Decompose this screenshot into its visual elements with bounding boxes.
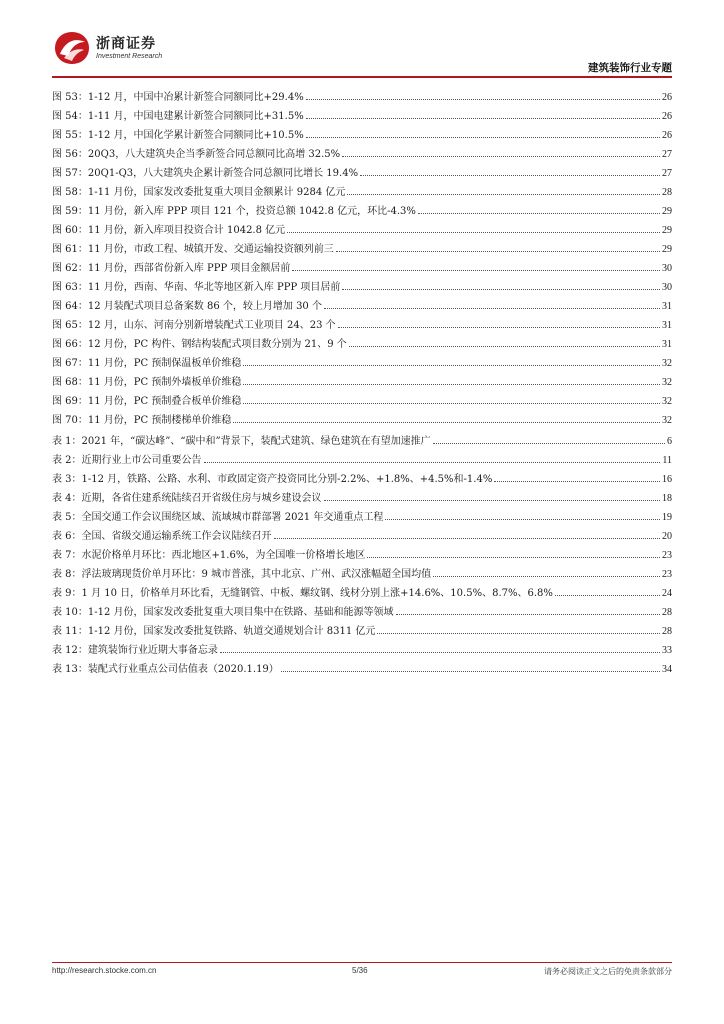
dot-leader bbox=[324, 500, 660, 501]
brand-name-en: Investment Research bbox=[96, 53, 163, 60]
toc-entry[interactable] bbox=[52, 335, 672, 354]
toc-entry-title: 图 68：11 月份，PC 预制外墙板单价维稳 bbox=[52, 377, 242, 388]
toc-entry-title: 图 57：20Q1-Q3，八大建筑央企累计新签合同总额同比增长 19.4% bbox=[52, 168, 359, 179]
dot-leader bbox=[385, 519, 660, 520]
header-divider bbox=[52, 76, 672, 78]
toc-entry-page: 26 bbox=[662, 92, 672, 103]
toc-entry[interactable] bbox=[52, 641, 672, 660]
toc-entry-page: 20 bbox=[662, 531, 672, 542]
toc-entry[interactable] bbox=[52, 527, 672, 546]
dot-leader bbox=[342, 156, 660, 157]
report-type: 建筑装饰行业专题 bbox=[588, 62, 672, 74]
toc-entry[interactable] bbox=[52, 354, 672, 373]
toc-entry-title: 图 63：11 月份，西南、华南、华北等地区新入库 PPP 项目居前 bbox=[52, 282, 341, 293]
toc-entry-page: 6 bbox=[667, 436, 672, 447]
dot-leader bbox=[494, 481, 660, 482]
dot-leader bbox=[347, 194, 660, 195]
dot-leader bbox=[243, 403, 660, 404]
toc-entry-title: 图 67：11 月份，PC 预制保温板单价维稳 bbox=[52, 358, 242, 369]
toc-entry-page: 19 bbox=[662, 512, 672, 523]
dot-leader bbox=[555, 595, 660, 596]
toc-entry[interactable] bbox=[52, 126, 672, 145]
toc-entry[interactable] bbox=[52, 164, 672, 183]
toc-entry[interactable] bbox=[52, 451, 672, 470]
toc-entry-page: 26 bbox=[662, 130, 672, 141]
toc-entry[interactable] bbox=[52, 603, 672, 622]
toc-entry-page: 23 bbox=[662, 550, 672, 561]
toc-entry-title: 表 12：建筑装饰行业近期大事备忘录 bbox=[52, 645, 218, 656]
dot-leader bbox=[306, 118, 660, 119]
toc-entry-title: 表 6：全国、省级交通运输系统工作会议陆续召开 bbox=[52, 531, 272, 542]
dot-leader bbox=[306, 137, 660, 138]
toc-entry[interactable] bbox=[52, 508, 672, 527]
toc-entry[interactable] bbox=[52, 392, 672, 411]
toc-entry-title: 图 65：12 月，山东、河南分别新增装配式工业项目 24、23 个 bbox=[52, 320, 336, 331]
toc-entry-page: 29 bbox=[662, 244, 672, 255]
toc-entry-title: 表 10：1-12 月份，国家发改委批复重大项目集中在铁路、基础和能源等领域 bbox=[52, 607, 394, 618]
dot-leader bbox=[292, 270, 660, 271]
toc-entry-page: 32 bbox=[662, 396, 672, 407]
toc-entry[interactable] bbox=[52, 660, 672, 679]
dot-leader bbox=[324, 308, 660, 309]
dot-leader bbox=[342, 289, 660, 290]
toc-entry[interactable] bbox=[52, 546, 672, 565]
toc-entry-title: 图 70：11 月份，PC 预制楼梯单价维稳 bbox=[52, 415, 232, 426]
toc-entry-title: 图 59：11 月份，新入库 PPP 项目 121 个，投资总额 1042.8 亿元，环比-4.3% bbox=[52, 206, 416, 217]
toc-entry[interactable] bbox=[52, 565, 672, 584]
brand-name-cn: 浙商证券 bbox=[96, 36, 156, 52]
toc-entry[interactable] bbox=[52, 183, 672, 202]
toc-entry-page: 28 bbox=[662, 187, 672, 198]
toc-entry[interactable] bbox=[52, 88, 672, 107]
dot-leader bbox=[349, 346, 660, 347]
page-header bbox=[52, 30, 672, 74]
dot-leader bbox=[287, 232, 660, 233]
footer-url[interactable]: http://research.stocke.com.cn bbox=[52, 966, 157, 975]
dot-leader bbox=[433, 443, 665, 444]
toc-entry-title: 图 56：20Q3，八大建筑央企当季新签合同总额同比高增 32.5% bbox=[52, 149, 341, 160]
toc-entry-page: 27 bbox=[662, 168, 672, 179]
toc-entry-title: 图 53：1-12 月，中国中冶累计新签合同额同比+29.4% bbox=[52, 92, 304, 103]
dot-leader bbox=[336, 251, 660, 252]
toc-entry-title: 表 2：近期行业上市公司重要公告 bbox=[52, 455, 202, 466]
toc-entry-page: 28 bbox=[662, 626, 672, 637]
toc-entry[interactable] bbox=[52, 202, 672, 221]
toc-entry[interactable] bbox=[52, 278, 672, 297]
toc-entry-page: 30 bbox=[662, 282, 672, 293]
toc-entry-page: 29 bbox=[662, 206, 672, 217]
toc-entry-page: 23 bbox=[662, 569, 672, 580]
dot-leader bbox=[220, 652, 660, 653]
dot-leader bbox=[243, 365, 660, 366]
toc-entry[interactable] bbox=[52, 221, 672, 240]
toc-entry[interactable] bbox=[52, 373, 672, 392]
toc-entry-title: 表 8：浮法玻璃现货价单月环比：9 城市普涨，其中北京、广州、武汉涨幅超全国均值 bbox=[52, 569, 432, 580]
dot-leader bbox=[360, 175, 660, 176]
toc-entry[interactable] bbox=[52, 240, 672, 259]
toc-entry-title: 表 4：近期，各省住建系统陆续召开省级住房与城乡建设会议 bbox=[52, 493, 322, 504]
toc-entry-page: 24 bbox=[662, 588, 672, 599]
dot-leader bbox=[306, 99, 660, 100]
dot-leader bbox=[204, 462, 661, 463]
company-logo-icon bbox=[52, 30, 92, 66]
toc-entry-title: 图 60：11 月份，新入库项目投资合计 1042.8 亿元 bbox=[52, 225, 286, 236]
dot-leader bbox=[377, 633, 660, 634]
toc-entry-page: 33 bbox=[662, 645, 672, 656]
toc-entry[interactable] bbox=[52, 107, 672, 126]
dot-leader bbox=[281, 671, 660, 672]
toc-entry[interactable] bbox=[52, 297, 672, 316]
toc-entry-title: 图 64：12 月装配式项目总备案数 86 个，较上月增加 30 个 bbox=[52, 301, 322, 312]
toc-entry[interactable] bbox=[52, 584, 672, 603]
toc-entry-title: 表 3：1-12 月，铁路、公路、水利、市政固定资产投资同比分别-2.2%、+1.8%、+4.5%和-1.4% bbox=[52, 474, 493, 485]
toc-entry[interactable] bbox=[52, 470, 672, 489]
dot-leader bbox=[274, 538, 660, 539]
toc-entry-page: 32 bbox=[662, 415, 672, 426]
toc-entry-title: 图 66：12 月份，PC 构件、钢结构装配式项目数分别为 21、9 个 bbox=[52, 339, 347, 350]
toc-entry-page: 11 bbox=[662, 455, 672, 466]
toc-entry-page: 16 bbox=[662, 474, 672, 485]
brand bbox=[96, 36, 162, 61]
dot-leader bbox=[367, 557, 660, 558]
toc-entry-title: 表 11：1-12 月份，国家发改委批复铁路、轨道交通规划合计 8311 亿元 bbox=[52, 626, 376, 637]
toc-entry-title: 表 7：水泥价格单月环比：西北地区+1.6%，为全国唯一价格增长地区 bbox=[52, 550, 366, 561]
toc-entry-title: 表 5：全国交通工作会议围绕区域、流域城市群部署 2021 年交通重点工程 bbox=[52, 512, 384, 523]
table-list bbox=[52, 432, 672, 679]
figure-list bbox=[52, 88, 672, 430]
toc-entry-page: 28 bbox=[662, 607, 672, 618]
toc-entry-title: 图 54：1-11 月，中国电建累计新签合同额同比+31.5% bbox=[52, 111, 304, 122]
toc-entry[interactable] bbox=[52, 259, 672, 278]
toc-entry-page: 26 bbox=[662, 111, 672, 122]
toc-entry-page: 31 bbox=[662, 301, 672, 312]
dot-leader bbox=[396, 614, 660, 615]
toc-entry[interactable] bbox=[52, 316, 672, 335]
toc-entry-page: 32 bbox=[662, 377, 672, 388]
toc-entry-page: 27 bbox=[662, 149, 672, 160]
toc-entry-page: 30 bbox=[662, 263, 672, 274]
toc-entry-title: 图 58：1-11 月份，国家发改委批复重大项目金额累计 9284 亿元 bbox=[52, 187, 346, 198]
toc-entry-title: 图 62：11 月份，西部省份新入库 PPP 项目金额居前 bbox=[52, 263, 291, 274]
toc-entry[interactable] bbox=[52, 145, 672, 164]
footer-divider bbox=[52, 962, 672, 963]
toc-entry-page: 18 bbox=[662, 493, 672, 504]
toc-entry-page: 31 bbox=[662, 339, 672, 350]
toc-entry[interactable] bbox=[52, 432, 672, 451]
toc-entry[interactable] bbox=[52, 411, 672, 430]
toc-entry-title: 图 55：1-12 月，中国化学累计新签合同额同比+10.5% bbox=[52, 130, 304, 141]
disclaimer-note: 请务必阅读正文之后的免责条款部分 bbox=[544, 967, 672, 976]
dot-leader bbox=[418, 213, 660, 214]
page-footer bbox=[52, 966, 672, 982]
toc-entry-title: 图 69：11 月份，PC 预制叠合板单价维稳 bbox=[52, 396, 242, 407]
dot-leader bbox=[233, 422, 660, 423]
toc-entry-page: 34 bbox=[662, 664, 672, 675]
toc-entry-title: 表 13：装配式行业重点公司估值表（2020.1.19） bbox=[52, 664, 279, 675]
toc-entry-page: 31 bbox=[662, 320, 672, 331]
toc-entry-title: 表 9：1 月 10 日，价格单月环比看，无缝钢管、中板、螺纹钢、线材分别上涨+14.6%、10.5%、8.7%、6.8% bbox=[52, 588, 553, 599]
dot-leader bbox=[338, 327, 660, 328]
toc-entry-page: 32 bbox=[662, 358, 672, 369]
toc-entry[interactable] bbox=[52, 622, 672, 641]
toc-entry-page: 29 bbox=[662, 225, 672, 236]
dot-leader bbox=[243, 384, 660, 385]
toc-entry-title: 图 61：11 月份，市政工程、城镇开发、交通运输投资额列前三 bbox=[52, 244, 334, 255]
dot-leader bbox=[433, 576, 660, 577]
toc-entry-title: 表 1：2021 年，“碳达峰”、“碳中和”背景下，装配式建筑、绿色建筑在有望加速推广 bbox=[52, 436, 431, 447]
toc-entry[interactable] bbox=[52, 489, 672, 508]
page-number: 5/36 bbox=[352, 966, 368, 975]
